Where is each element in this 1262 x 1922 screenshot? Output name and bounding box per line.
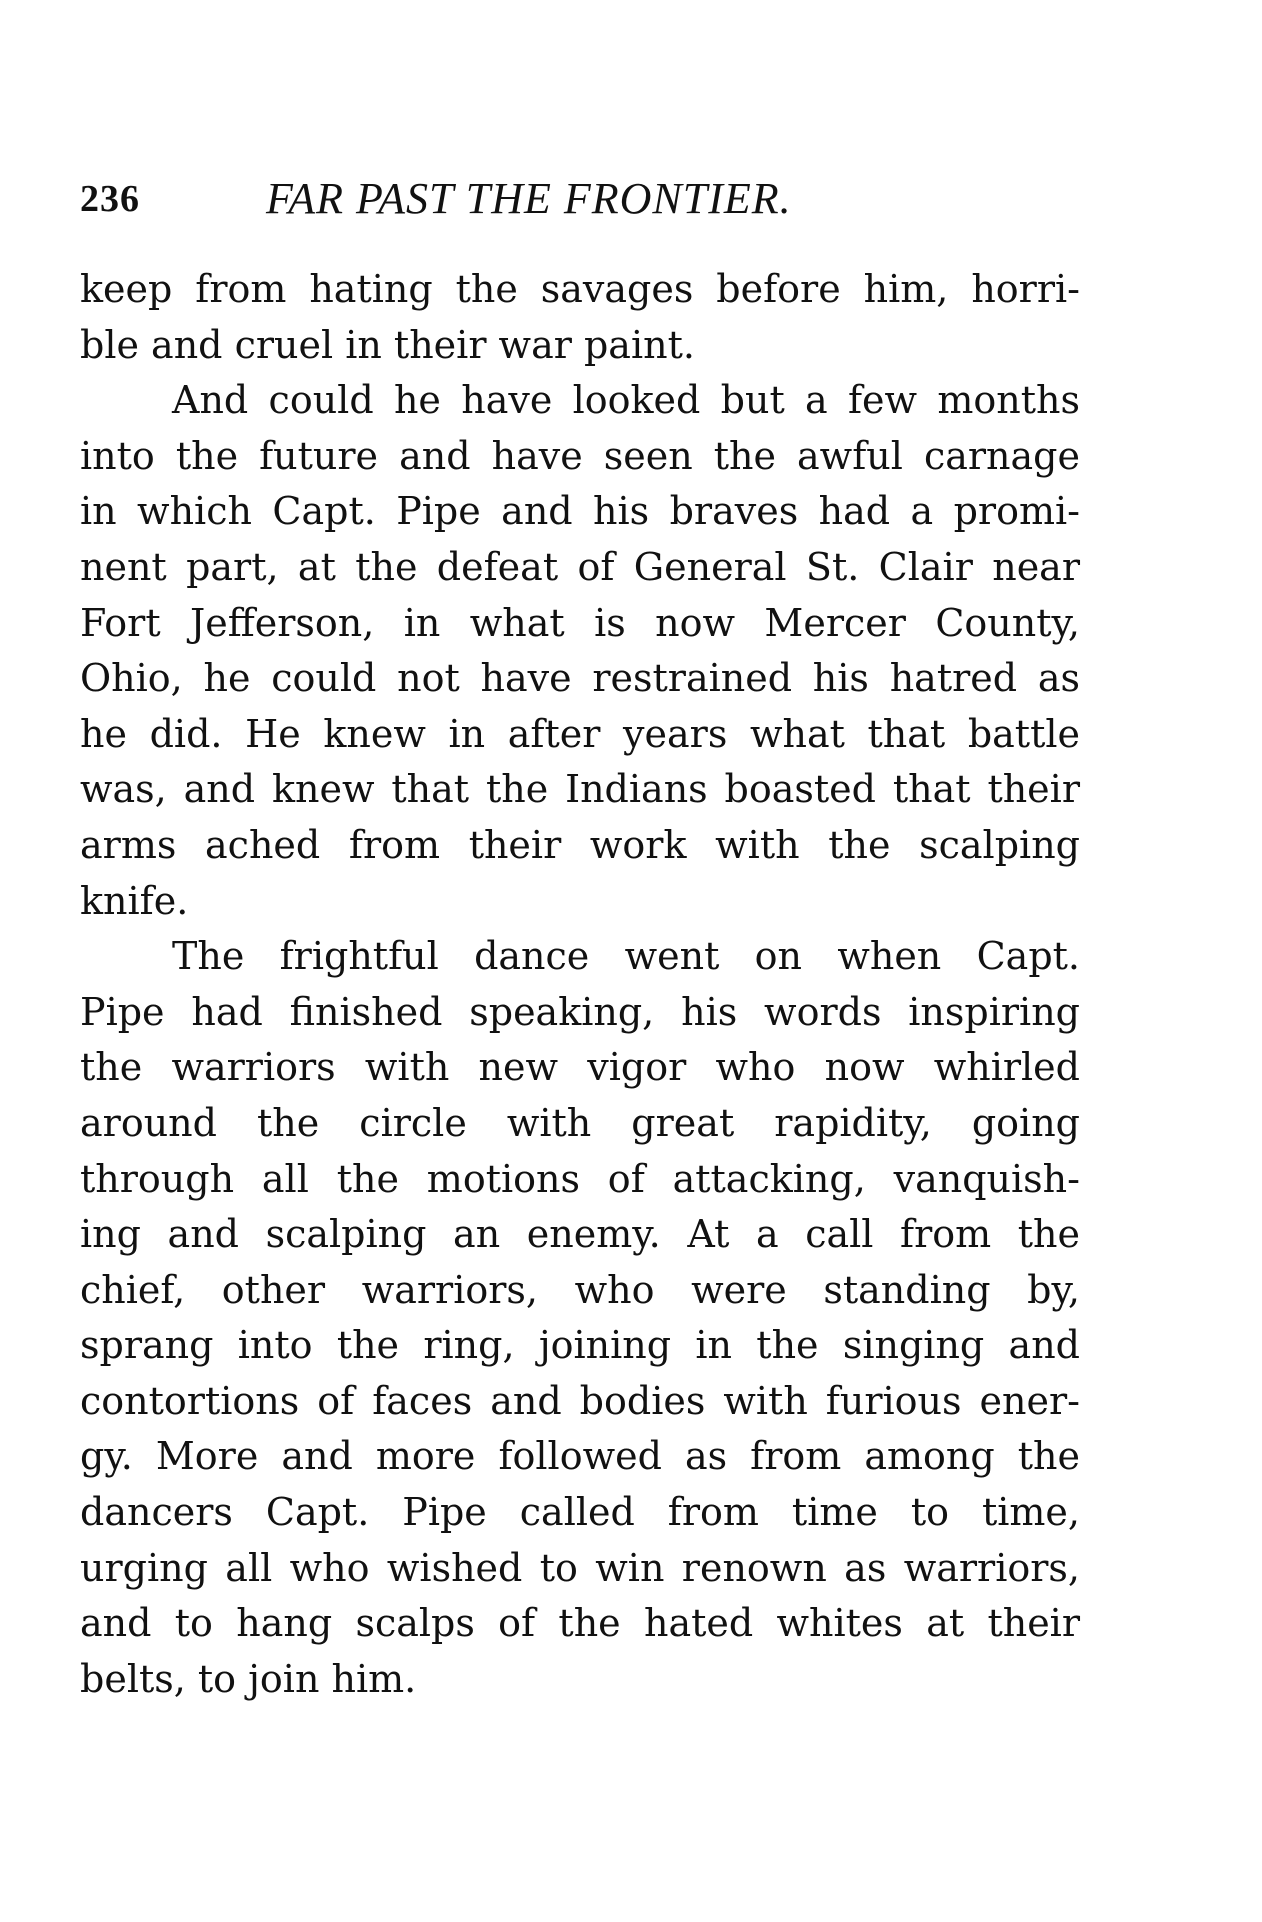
- paragraph: [80, 262, 1080, 373]
- text-line: around the circle with great rapidity, going: [80, 1100, 1080, 1145]
- text-line: knife.: [80, 878, 189, 923]
- running-title: FAR PAST THE FRONTIER.: [266, 174, 792, 223]
- text-line: Fort Jefferson, in what is now Mercer County,: [80, 600, 1080, 645]
- text-line: the warriors with new vigor who now whirled: [80, 1045, 1080, 1090]
- text-line: belts, to join him.: [80, 1656, 417, 1701]
- text-line: arms ached from their work with the scalping: [80, 822, 1080, 867]
- text-line: contortions of faces and bodies with furious ener-: [80, 1378, 1080, 1423]
- text-line: chief, other warriors, who were standing by,: [80, 1267, 1080, 1312]
- text-line: sprang into the ring, joining in the singing and: [80, 1323, 1080, 1368]
- text-line: ble and cruel in their war paint.: [80, 322, 695, 367]
- text-line: through all the motions of attacking, vanquish-: [80, 1156, 1080, 1201]
- text-line: Ohio, he could not have restrained his hatred as: [80, 656, 1080, 701]
- text-line: dancers Capt. Pipe called from time to time,: [80, 1490, 1080, 1535]
- text-line: And could he have looked but a few months: [172, 378, 1080, 423]
- text-line: The frightful dance went on when Capt.: [172, 934, 1080, 979]
- text-line: urging all who wished to win renown as warriors,: [80, 1545, 1080, 1590]
- body-text: [80, 262, 1080, 1707]
- page-header: [80, 174, 1080, 234]
- text-line: keep from hating the savages before him, horri-: [80, 267, 1080, 311]
- text-line: he did. He knew in after years what that battle: [80, 711, 1080, 756]
- text-line: into the future and have seen the awful carnage: [80, 433, 1080, 478]
- paragraph: [80, 929, 1080, 1707]
- paragraph: [80, 373, 1080, 929]
- text-line: and to hang scalps of the hated whites at their: [80, 1601, 1080, 1646]
- page-number: 236: [80, 178, 140, 220]
- text-line: Pipe had finished speaking, his words inspiring: [80, 989, 1080, 1034]
- text-line: nent part, at the defeat of General St. Clair near: [80, 544, 1080, 589]
- text-line: ing and scalping an enemy. At a call from the: [80, 1212, 1080, 1257]
- text-line: was, and knew that the Indians boasted that their: [80, 767, 1080, 812]
- text-line: in which Capt. Pipe and his braves had a promi-: [80, 489, 1080, 534]
- text-line: gy. More and more followed as from among the: [80, 1434, 1080, 1479]
